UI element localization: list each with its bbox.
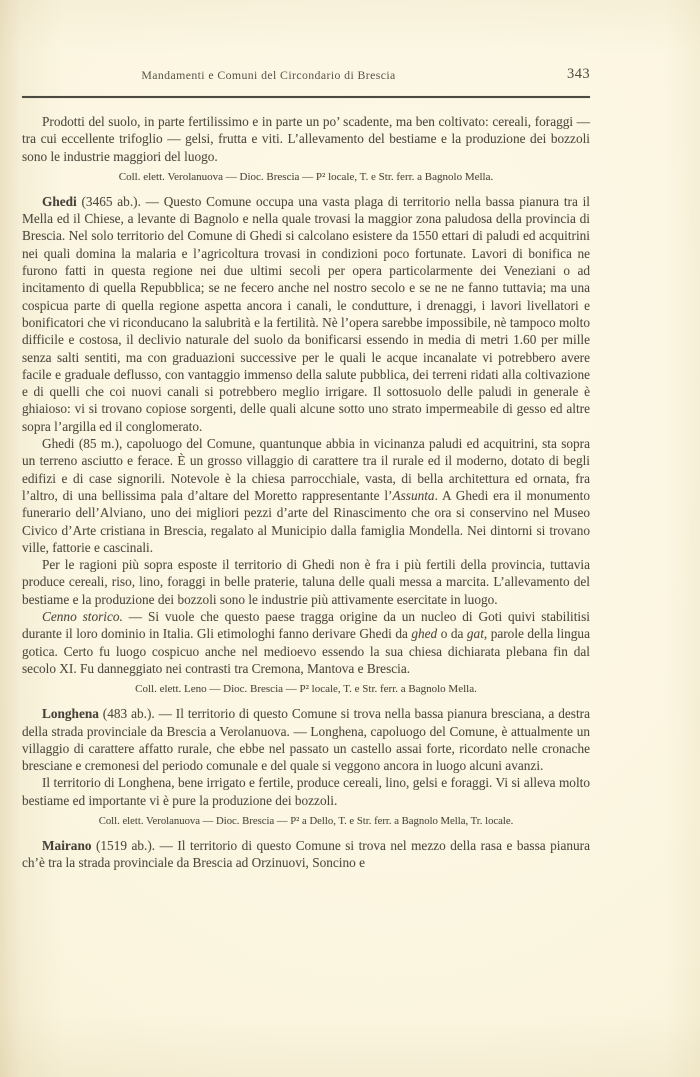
running-head-title: Mandamenti e Comuni del Circondario di Brescia	[141, 68, 396, 82]
paragraph-ghedi-economia: Per le ragioni più sopra esposte il territorio di Ghedi non è fra i più fertili della provincia, tuttavia produce cereali, riso, lino, foraggi in belle praterie, taluna delle quali messa a marcita. L’allevamento del bestiame e la produzione dei bozzoli sono le industrie più attivamente esercitate in luogo.	[22, 557, 590, 607]
text-column	[22, 113, 590, 872]
paragraph-ghedi-capoluogo: Ghedi (85 m.), capoluogo del Comune, quantunque abbia in vicinanza paludi ed acquitrini, sta sopra un terreno asciutto e ferace. È un grosso villaggio di carattere tra il rurale ed il moderno, dotato di begli edifizi e di case signorili. Notevole è la chiesa parrocchiale, vasta, di bella architettura ed ornata, fra l’altro, di una bellissima pala d’altare del Moretto rappresentante l’Assunta. A Ghedi era il monumento funerario dell’Alviano, uno dei migliori pezzi d’arte del Rinascimento che ora si conservino nel Museo Civico d’Arte cristiana in Brescia, regalato al Municipio dalla famiglia Mondella. Nei dintorni si trovano ville, fattorie e cascinali.	[22, 436, 590, 555]
page-number: 343	[567, 66, 590, 82]
paragraph-entry-ghedi: Ghedi (3465 ab.). — Questo Comune occupa una vasta plaga di territorio nella bassa pianura tra il Mella ed il Chiese, a levante di Bagnolo e nella quale trovasi la maggior zona paludosa della provincia di Brescia. Nel solo territorio del Comune di Ghedi si calcolano esistere da 1550 ettari di paludi ed acquitrini nei quali domina la malaria e l’agricoltura trovasi in condizioni poco fortunate. Lavori di bonifica ne furono fatti in questa regione nei due ultimi secoli per opera particolarmente dei Veneziani o ad incitamento di quella Repubblica; se ne fecero anche nel nostro secolo e se ne ne fanno tuttavia; ma una cospicua parte di quella regione aspetta ancora i canali, le condutture, i drenaggi, i lavori livellatori e bonificatori che vi riconducano la salubrità e la fertilità. Nè l’opera sarebbe impossibile, nè tampoco molto difficile e costosa, il declivio naturale del suolo da bonificarsi essendo in media di metri 1.60 per mille senza salti sentiti, ma con graduazioni successive per le quali le acque incanalate vi potrebbero avere facile e graduale deflusso, con vantaggio immenso della salute pubblica, dei terreni ridati alla coltivazione e di quelli che coi nuovi canali si potrebbero meglio irrigare. Il sottosuolo delle paludi in generale è ghiaioso: vi si trovano copiose sorgenti, delle quali alcune sotto uno strato impermeabile di gesso ed altre sopra l’argilla ed il conglomerato.	[22, 193, 590, 434]
catasto-line-leno: Coll. elett. Leno — Dioc. Brescia — P² locale, T. e Str. ferr. a Bagnolo Mella.	[135, 683, 477, 696]
running-head	[22, 66, 590, 84]
paragraph-entry-mairano: Mairano (1519 ab.). — Il territorio di questo Comune si trova nel mezzo della rasa e bassa pianura ch’è tra la strada provinciale da Brescia ad Orzinuovi, Soncino e	[22, 837, 590, 871]
paragraph-cenno-storico: Cenno storico. — Si vuole che questo paese tragga origine da un nucleo di Goti quivi stabilitisi durante il loro dominio in Italia. Gli etimologhi fanno derivare Ghedi da ghed o da gat, parole della lingua gotica. Certo fu luogo cospicuo anche nel medioevo essendo la sua chiesa dichiarata plebana fin dal secolo XI. Fu danneggiato nei contrasti tra Cremona, Mantova e Brescia.	[22, 609, 590, 676]
catasto-line-verolanuova-1: Coll. elett. Verolanuova — Dioc. Brescia — P² locale, T. e Str. ferr. a Bagnolo Mella.	[118, 170, 494, 183]
paragraph-longhena-economia: Il territorio di Longhena, bene irrigato e fertile, produce cereali, lino, gelsi e foraggi. Vi si alleva molto bestiame ed importante vi è pure la produzione dei bozzoli.	[22, 775, 590, 808]
paragraph-entry-longhena: Longhena (483 ab.). — Il territorio di questo Comune si trova nella bassa pianura bresciana, a destra della strada provinciale da Brescia a Verolanuova. — Longhena, capoluogo del Comune, è attualmente un villaggio di carattere affatto rurale, che ebbe nel passato un castello assai forte, ricordato nelle cronache bresciane e cremonesi del periodo comunale e del quale si veggono ancora in luogo alcuni avanzi.	[22, 706, 590, 774]
paragraph-prodotti: Prodotti del suolo, in parte fertilissimo e in parte un po’ scadente, ma ben coltivato: cereali, foraggi — tra cui eccellente trifoglio — gelsi, frutta e viti. L’allevamento del bestiame e la produzione dei bozzoli sono le industrie maggiori del luogo.	[22, 114, 590, 164]
header-rule	[22, 96, 590, 98]
catasto-line-verolanuova-2: Coll. elett. Verolanuova — Dioc. Brescia — P² a Dello, T. e Str. ferr. a Bagnolo Mella, Tr. locale.	[98, 814, 514, 827]
